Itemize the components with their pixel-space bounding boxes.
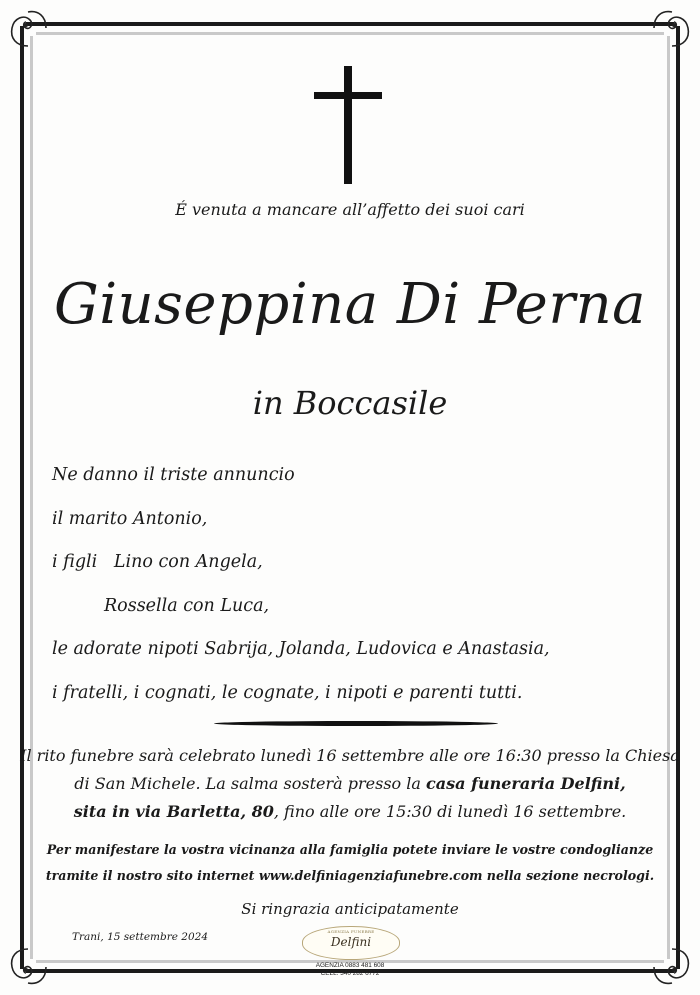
agency-phone: AGENZIA 0883 481 608 (315, 962, 385, 969)
funeral-home-name: casa funeraria Delfini, (426, 774, 626, 793)
rite-line (0, 770, 700, 798)
frame-top-inner-border (36, 32, 664, 35)
corner-ornament-icon (650, 945, 694, 989)
frame-right-border (676, 26, 680, 969)
mourners-list (52, 460, 550, 722)
agency-logo-arc: AGENZIA FUNEBRE (327, 929, 375, 934)
agency-logo-text: Delfini (330, 935, 372, 949)
mourners-line: i figli Lino con Angela, (52, 552, 263, 573)
mourners-line: Ne danno il triste annuncio (52, 465, 295, 485)
agency-contacts (300, 962, 400, 978)
condolences-notice (0, 837, 700, 889)
cross-icon (314, 66, 382, 184)
divider (214, 721, 498, 726)
place-date: Trani, 15 settembre 2024 (72, 931, 209, 943)
funeral-rite-text (0, 742, 700, 826)
rite-line: Il rito funebre sarà celebrato lunedì 16 settembre alle ore 16:30 presso la Chiesa (20, 746, 680, 765)
deceased-name: Giuseppina Di Perna (53, 272, 647, 337)
notice-line: tramite il nostro sito internet www.delfiniagenziafunebre.com nella sezione necrologi. (45, 868, 655, 883)
married-name: in Boccasile (252, 384, 448, 422)
mourners-line: il marito Antonio, (52, 508, 208, 529)
notice-line: Per manifestare la vostra vicinanza alla famiglia potete inviare le vostre condoglianze (46, 842, 654, 857)
corner-ornament-icon (650, 6, 694, 50)
mourners-line: Rossella con Luca, (104, 595, 270, 616)
corner-ornament-icon (6, 945, 50, 989)
agency-cell: CELL. 340 282 6772 (320, 970, 380, 977)
intro-text: É venuta a mancare all’affetto dei suoi cari (175, 200, 525, 219)
agency-logo (302, 926, 400, 960)
frame-top-border (26, 22, 674, 26)
funeral-home-address: sita in via Barletta, 80 (73, 802, 274, 821)
mourners-line: i fratelli, i cognati, le cognate, i nipoti e parenti tutti. (52, 682, 523, 703)
corner-ornament-icon (6, 6, 50, 50)
rite-line (0, 798, 700, 826)
rite-text: , fino alle ore 15:30 di lunedì 16 settembre. (273, 802, 627, 821)
frame-left-border (20, 26, 24, 969)
thanks-text: Si ringrazia anticipatamente (241, 900, 459, 918)
rite-text: di San Michele. La salma sosterà presso la (74, 774, 427, 793)
mourners-line: le adorate nipoti Sabrija, Jolanda, Ludovica e Anastasia, (52, 639, 550, 660)
